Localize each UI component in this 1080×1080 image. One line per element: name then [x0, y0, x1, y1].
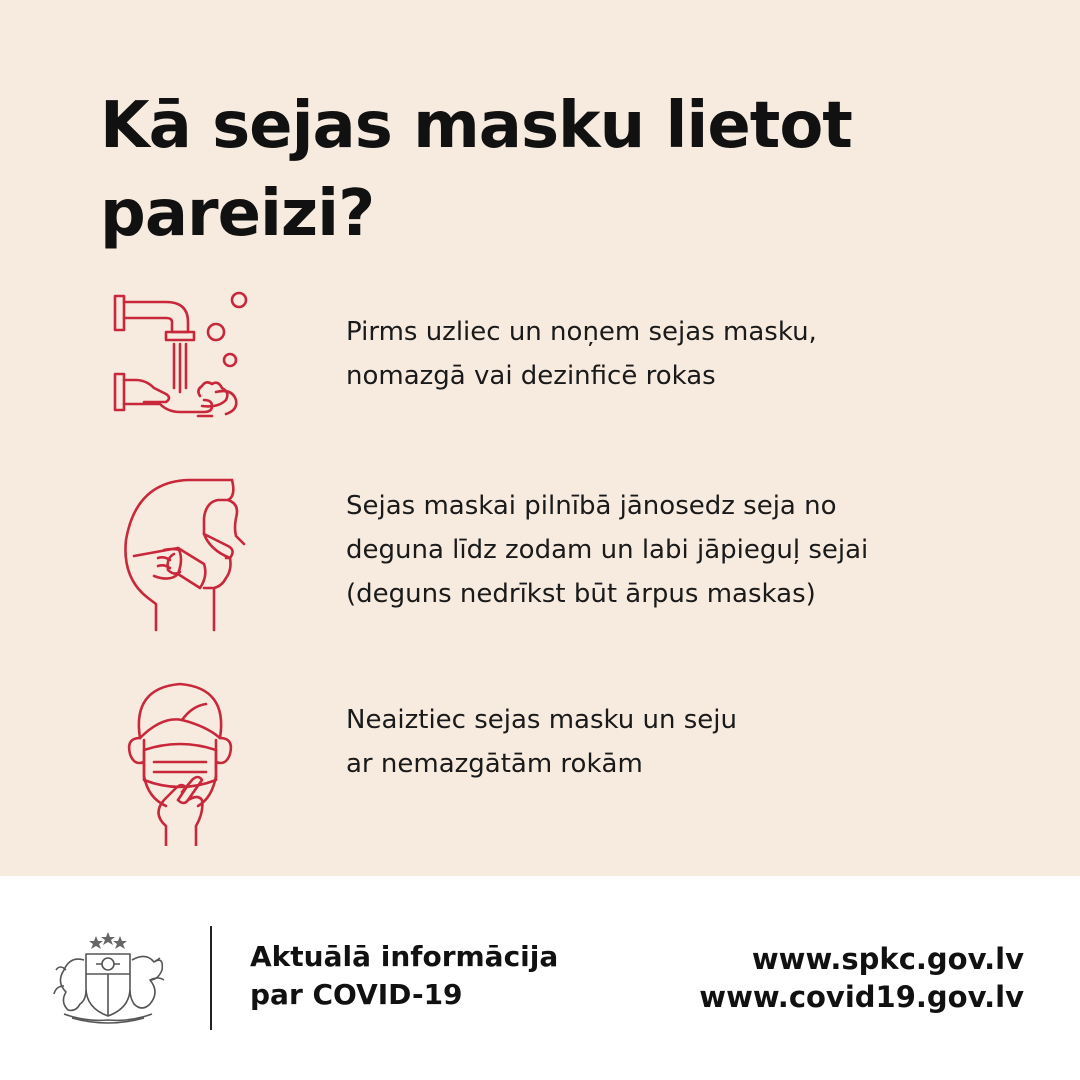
step-1-text: Pirms uzliec un noņem sejas masku, nomazgā vai dezinficē rokas: [346, 317, 817, 391]
covid19-link[interactable]: www.covid19.gov.lv: [699, 980, 1024, 1014]
hand-washing-icon: [108, 288, 252, 426]
step-2-text: Sejas maskai pilnībā jānosedz seja no deguna līdz zodam un labi jāpieguļ sejai (deguns nedrīkst būt ārpus maskas): [346, 491, 869, 609]
footer-divider: [210, 926, 212, 1030]
page-title: Kā sejas masku lietot pareizi?: [100, 89, 852, 251]
latvia-coat-of-arms-icon: [46, 930, 170, 1026]
step-3-text: Neaiztiec sejas masku un seju ar nemazgātām rokām: [346, 705, 738, 779]
spkc-link[interactable]: www.spkc.gov.lv: [751, 942, 1024, 976]
covid-info-label: Aktuālā informācija par COVID-19: [250, 940, 559, 1011]
footer-links: [699, 940, 1024, 1016]
mask-profile-icon: [118, 478, 248, 632]
no-touch-face-icon: [122, 680, 236, 846]
